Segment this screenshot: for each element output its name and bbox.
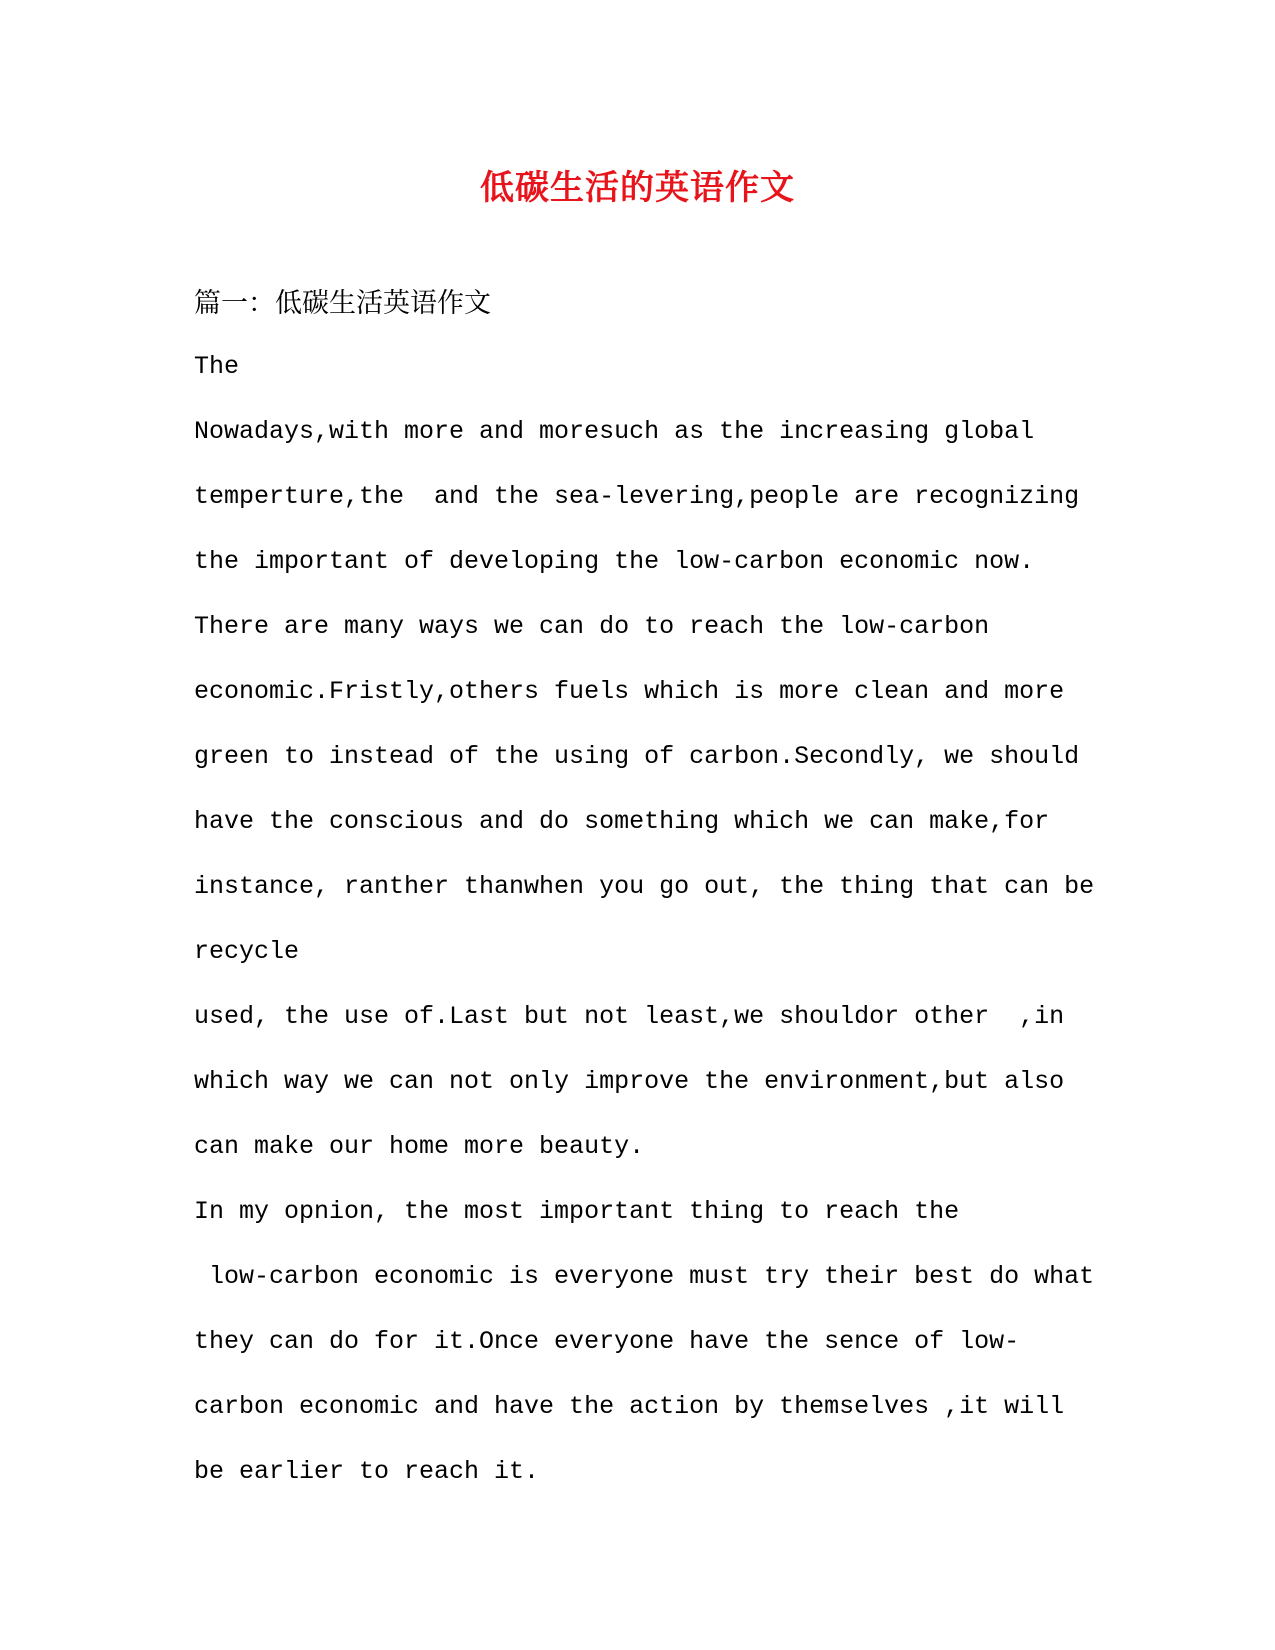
- essay-line: which way we can not only improve the environment,but also: [194, 1067, 1065, 1096]
- essay-line: instance, ranther thanwhen you go out, the thing that can be: [194, 872, 1095, 901]
- section-heading: 篇一：低碳生活英语作文: [194, 288, 491, 319]
- essay-line: recycle: [194, 937, 300, 966]
- essay-line: used, the use of.Last but not least,we shouldor other ,in: [194, 1002, 1065, 1031]
- essay-line: the important of developing the low-carbon economic now.: [194, 547, 1035, 576]
- essay-line: There are many ways we can do to reach the low-carbon: [194, 612, 990, 641]
- essay-line: green to instead of the using of carbon.Secondly, we should: [194, 742, 1080, 771]
- essay-line: be earlier to reach it.: [194, 1457, 540, 1486]
- essay-line: low-carbon economic is everyone must try their best do what: [194, 1262, 1095, 1291]
- essay-line: they can do for it.Once everyone have the sence of low-: [194, 1327, 1020, 1356]
- essay-line: temperture,the and the sea-levering,people are recognizing: [194, 482, 1080, 511]
- essay-line: carbon economic and have the action by themselves ,it will: [194, 1392, 1065, 1421]
- essay-line: The: [194, 352, 240, 381]
- document-title: 低碳生活的英语作文: [480, 168, 795, 208]
- essay-line: In my opnion, the most important thing to reach the: [194, 1197, 960, 1226]
- essay-body: [194, 350, 1094, 1520]
- essay-line: economic.Fristly,others fuels which is more clean and more: [194, 677, 1065, 706]
- essay-line: Nowadays,with more and moresuch as the increasing global: [194, 417, 1035, 446]
- essay-line: can make our home more beauty.: [194, 1132, 645, 1161]
- essay-line: have the conscious and do something which we can make,for: [194, 807, 1050, 836]
